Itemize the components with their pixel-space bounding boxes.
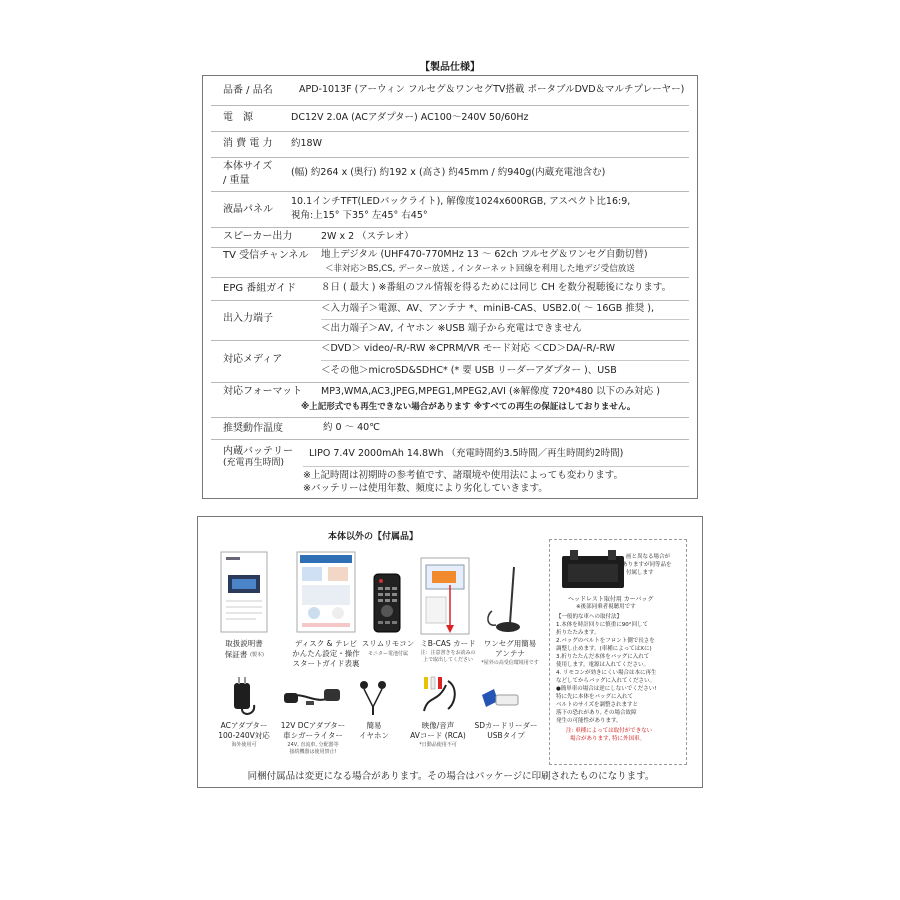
spec-label: EPG 番組ガイド bbox=[223, 283, 296, 294]
bag-subtitle: ※後部同乗者視聴用です bbox=[576, 604, 636, 610]
spec-row-size bbox=[211, 157, 689, 192]
item-guide bbox=[296, 551, 356, 637]
item-caption: ワンセグ用簡易 bbox=[483, 639, 537, 648]
spec-value: LIPO 7.4V 2000mAh 14.8Wh （充電時間約3.5時間／再生時間約2時間) bbox=[309, 448, 624, 459]
bag-line: 3.折りたたんだ本体をバッグに入れて bbox=[556, 654, 650, 660]
footer-note: 同梱付属品は変更になる場合があります。その場合はパッケージに印刷されたものになります。 bbox=[247, 771, 655, 782]
item-av-cable bbox=[418, 675, 462, 719]
item-caption: ミB-CAS カード bbox=[420, 639, 476, 648]
earphone-icon bbox=[356, 677, 392, 717]
item-caption: 映像/音声 bbox=[421, 721, 455, 730]
spec-label-sub: / 重量 bbox=[223, 175, 250, 186]
spec-label: 内蔵バッテリー bbox=[223, 446, 293, 457]
sd-reader-icon bbox=[480, 687, 520, 713]
spec-row-model bbox=[211, 76, 689, 106]
spec-value: 10.1インチTFT(LEDバックライト), 解像度1024x600RGB, アスペクト比16:9, bbox=[291, 196, 631, 207]
divider bbox=[303, 466, 689, 467]
item-caption: 車シガーライター bbox=[283, 731, 343, 740]
bag-line: 折りたたみます。 bbox=[556, 630, 600, 636]
item-note: (製本) bbox=[250, 652, 264, 658]
item-sd-reader bbox=[480, 687, 520, 717]
car-adapter-icon bbox=[282, 681, 342, 715]
spec-value: ＜入力端子＞電源、AV、アンテナ *、miniB-CAS、USB2.0( ～ 16GB 推奨 ), bbox=[321, 303, 655, 314]
spec-value: MP3,WMA,AC3,JPEG,MPEG1,MPEG2,AVI (※解像度 720*480 以下のみ対応 ) bbox=[321, 386, 660, 397]
spec-value: 地上デジタル (UHF470-770MHz 13 ～ 62ch フルセグ＆ワンセグ自動切替) bbox=[321, 249, 648, 260]
spec-label: スピーカー出力 bbox=[223, 231, 293, 242]
spec-label: 品番 / 品名 bbox=[223, 85, 273, 96]
item-note: 24V, 直流車, 分配器等 bbox=[287, 742, 339, 748]
item-note: 上で取出してください bbox=[422, 657, 473, 663]
spec-value: DC12V 2.0A (ACアダプター) AC100～240V 50/60Hz bbox=[291, 112, 529, 123]
bag-line: 落下の恐れがあり, その場合故障 bbox=[556, 710, 637, 716]
spec-row-battery bbox=[211, 439, 689, 499]
bag-note: 画と異なる場合が bbox=[626, 554, 671, 560]
spec-value: ８日 ( 最大 ) ※番組のフル情報を得るためには同じ CH を数分視聴後になります。 bbox=[321, 282, 672, 293]
spec-row-temperature bbox=[211, 417, 689, 440]
item-caption: スリムリモコン bbox=[361, 639, 415, 648]
spec-value: ※上記時間は初期時の参考値です、諸環境や使用法によっても変わります。 bbox=[303, 470, 623, 481]
item-note: 注：注意書きをお読みの bbox=[420, 650, 476, 656]
bag-note: 付属します bbox=[626, 570, 654, 576]
accessories-title: 本体以外の【付属品】 bbox=[327, 532, 418, 542]
spec-label-sub: (充電再生時間) bbox=[223, 458, 285, 468]
ac-adapter-icon bbox=[228, 675, 260, 719]
bag-line: などしてからバッグに入れてください。 bbox=[556, 678, 656, 684]
item-caption: USBタイプ bbox=[487, 731, 525, 740]
item-note: モニター電池付属 bbox=[367, 651, 408, 657]
divider bbox=[321, 360, 689, 361]
item-caption: スタートガイド表裏 bbox=[292, 659, 360, 668]
bag-line: 【一般的な車への取付法】 bbox=[556, 614, 623, 620]
item-caption: ディスク & テレビ bbox=[294, 639, 358, 648]
bag-note: ありますが同等品を bbox=[622, 562, 672, 568]
spec-value: ＜その他＞microSD&SDHC* (* 要 USB リーダーアダプター )、USB bbox=[321, 365, 617, 376]
spec-row-lcd bbox=[211, 191, 689, 228]
spec-label: 液晶パネル bbox=[223, 204, 273, 215]
spec-label: TV 受信チャンネル bbox=[223, 250, 309, 261]
divider bbox=[321, 319, 689, 320]
spec-value: (幅) 約264 x (奥行) 約192 x (高さ) 約45mm / 約940g(内蔵充電池含む) bbox=[291, 167, 606, 178]
item-caption: アンテナ bbox=[495, 649, 525, 658]
item-caption: 簡易 bbox=[366, 721, 382, 730]
spec-row-tv bbox=[211, 247, 689, 278]
spec-row-media bbox=[211, 340, 689, 383]
item-note: *日動品使用不可 bbox=[419, 742, 457, 748]
item-caption: 保証書 bbox=[224, 650, 248, 659]
item-caption: AVコード (RCA) bbox=[410, 731, 466, 740]
spec-value-warning: ※上記形式でも再生できない場合があります ※すべての再生の保証はしておりません。 bbox=[301, 402, 636, 412]
spec-label: 消 費 電 力 bbox=[223, 138, 273, 149]
spec-label: 推奨動作温度 bbox=[223, 423, 283, 434]
item-caption: 100-240V対応 bbox=[218, 731, 270, 740]
remote-icon bbox=[372, 573, 402, 633]
car-bag-icon bbox=[560, 548, 626, 590]
spec-value: ＜DVD＞ video/-R/-RW ※CPRM/VR モード対応 ＜CD＞DA/-R/-RW bbox=[321, 343, 616, 354]
manual-icon bbox=[220, 551, 268, 633]
spec-label: 電 源 bbox=[223, 112, 253, 123]
av-cable-icon bbox=[418, 675, 462, 715]
spec-label: 対応メディア bbox=[223, 354, 283, 365]
spec-table bbox=[202, 75, 698, 499]
item-caption: かんたん設定・操作 bbox=[292, 649, 360, 658]
item-car-adapter bbox=[282, 681, 342, 719]
car-bag-panel bbox=[549, 539, 687, 765]
item-caption: 12V DCアダプター bbox=[280, 721, 346, 730]
spec-row-io bbox=[211, 300, 689, 341]
item-remote bbox=[372, 573, 402, 637]
spec-row-consumption bbox=[211, 131, 689, 158]
item-caption: イヤホン bbox=[359, 731, 389, 740]
spec-value: 視角:上15° 下35° 左45° 右45° bbox=[291, 210, 428, 221]
bag-line: 調整し止めます。(車種によってはXに) bbox=[556, 646, 652, 652]
spec-label: 本体サイズ bbox=[223, 161, 273, 172]
bag-line: 発生の可能性があります。 bbox=[556, 718, 622, 724]
item-bcas bbox=[420, 557, 470, 639]
spec-value: 2W x 2 （ステレオ） bbox=[321, 231, 414, 242]
spec-row-speaker bbox=[211, 227, 689, 248]
antenna-icon bbox=[484, 565, 528, 635]
spec-row-power bbox=[211, 105, 689, 132]
bag-line: ベルトのサイズを調整されますと bbox=[556, 702, 639, 708]
guide-icon bbox=[296, 551, 356, 633]
bcas-card-icon bbox=[420, 557, 470, 635]
spec-value: 約 0 ～ 40℃ bbox=[323, 422, 380, 433]
spec-label: 対応フォーマット bbox=[223, 386, 303, 397]
accessories-box bbox=[197, 516, 703, 788]
spec-value: ※バッテリーは使用年数、頻度により劣化していきます。 bbox=[303, 483, 548, 494]
item-note: *屋外の高受信環境用です bbox=[481, 660, 539, 666]
bag-warning: 場合があります, 特に外国車。 bbox=[570, 736, 645, 742]
bag-line: 4. リモコンが効きにくい場合は本に再生 bbox=[556, 670, 657, 676]
item-antenna bbox=[484, 565, 528, 639]
item-ac-adapter bbox=[228, 675, 260, 723]
spec-label: 出入力端子 bbox=[223, 313, 273, 324]
spec-value: ＜非対応＞BS,CS, データー放送 , インターネット回線を利用した地デジ受信放送 bbox=[325, 264, 635, 274]
bag-line: 1.本体を時計回りに慎重に90°回して bbox=[556, 622, 648, 628]
bag-line: 特に先に本体をバッグに入れて bbox=[556, 694, 634, 700]
spec-row-format bbox=[211, 382, 689, 418]
item-manual bbox=[220, 551, 268, 637]
item-earphone bbox=[356, 677, 392, 721]
bag-line: ●簡単車の場合は逆にしないでください! bbox=[556, 686, 657, 692]
bag-title: ヘッドレスト取付用 カーバッグ bbox=[568, 596, 654, 603]
item-note: 海外使用可 bbox=[231, 742, 257, 748]
item-caption: SDカードリーダー bbox=[474, 721, 538, 730]
item-caption: 取扱説明書 bbox=[225, 639, 263, 648]
item-caption: ACアダプター bbox=[220, 721, 268, 730]
item-note: 接続機器は使用禁止! bbox=[289, 749, 337, 755]
bag-line: 2.バッグのベルトをフロント側で長さを bbox=[556, 638, 655, 644]
spec-row-epg bbox=[211, 277, 689, 301]
spec-value: APD-1013F (アーウィン フルセグ＆ワンセグTV搭載 ポータブルDVD＆マルチプレーヤー) bbox=[299, 84, 685, 95]
spec-value: 約18W bbox=[291, 138, 322, 149]
spec-value: ＜出力端子＞AV, イヤホン ※USB 端子から充電はできません bbox=[321, 323, 582, 334]
bag-warning: 注: 車種によっては取付ができない bbox=[566, 728, 653, 734]
spec-title: 【製品仕様】 bbox=[420, 62, 480, 73]
bag-line: 使用します。電源は入れてください。 bbox=[556, 662, 650, 668]
